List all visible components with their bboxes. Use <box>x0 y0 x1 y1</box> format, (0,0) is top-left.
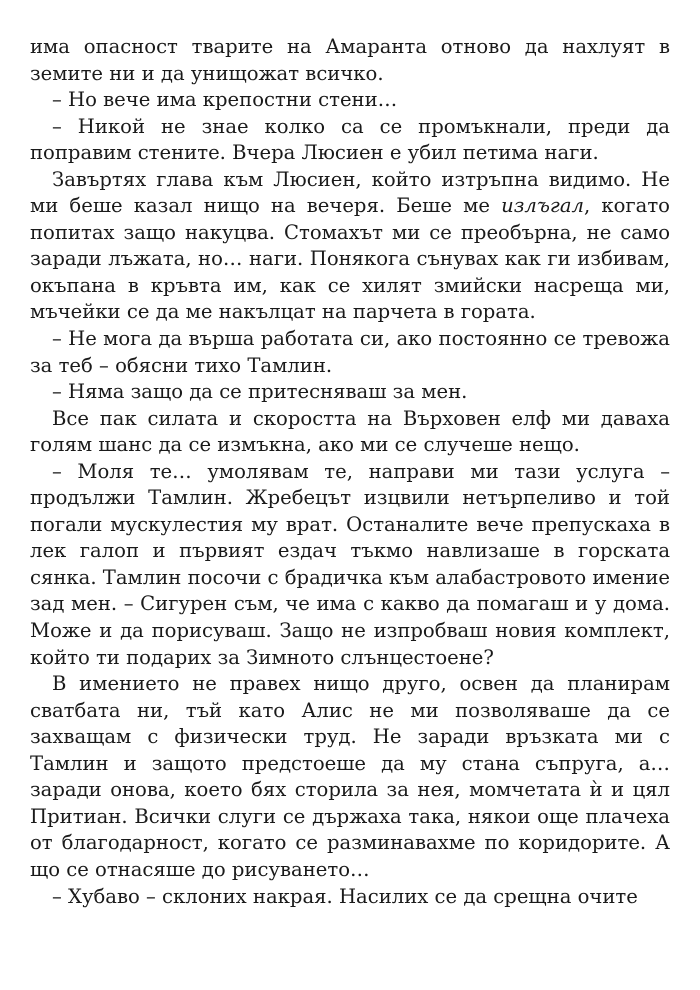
paragraph-6: – Няма защо да се притесняваш за мен. <box>52 380 468 404</box>
paragraph-4: Завъртях глава към Люсиен, който изтръпна видимо. Не ми беше казал нищо на вечеря. Беше ме излъгал, когато попитах защо накуцва. Стомахът ми се преобърна, не само заради лъжата, но… наги. Понякога сънувах как ги избивам, окъпана в кръвта им, как се хилят змийски насреща ми, мъчейки се да ме накълцат на парчета в гората. <box>30 167 670 324</box>
emphasis: излъгал <box>501 194 584 218</box>
book-page <box>30 34 670 910</box>
paragraph-3: – Никой не знае колко са се промъкнали, преди да поправим стените. Вчера Люсиен е убил петима наги. <box>30 114 670 165</box>
paragraph-10: – Хубаво – склоних накрая. Насилих се да срещна очите <box>52 884 638 908</box>
paragraph-8: – Моля те… умолявам те, направи ми тази услуга – продължи Тамлин. Жребецът изцвили нетърпеливо и той погали мускулестия му врат. Останалите вече препускаха в лек галоп и първият ездач тъкмо навлизаше в горската сянка. Тамлин посочи с брадичка към алабастровото имение зад мен. – Сигурен съм, че има с какво да помагаш и у дома. Може и да порисуваш. Защо не изпробваш новия комплект, който ти подарих за Зимното слънцестоене? <box>30 459 670 669</box>
paragraph-2: – Но вече има крепостни стени… <box>52 88 398 112</box>
paragraph-1: има опасност тварите на Амаранта отново да нахлуят в земите ни и да унищожат всичко. <box>30 35 670 85</box>
paragraph-5: – Не мога да върша работата си, ако постоянно се тревожа за теб – обясни тихо Тамлин. <box>30 327 670 377</box>
paragraph-7: Все пак силата и скоростта на Върховен елф ми даваха голям шанс да се измъкна, ако ми се случеше нещо. <box>30 406 670 457</box>
paragraph-9: В имението не правех нищо друго, освен да планирам сватбата ни, тъй като Алис не ми позволяваше да се захващам с физически труд. Не заради връзката ми с Тамлин и защото предстоеше да му стана съпруга, а… заради онова, което бях сторила за нея, момчетата ѝ и цял Притиан. Всички слуги се държаха така, някои още плачеха от благодарност, когато се разминавахме по коридорите. А що се отнасяше до рисуването… <box>30 672 670 881</box>
